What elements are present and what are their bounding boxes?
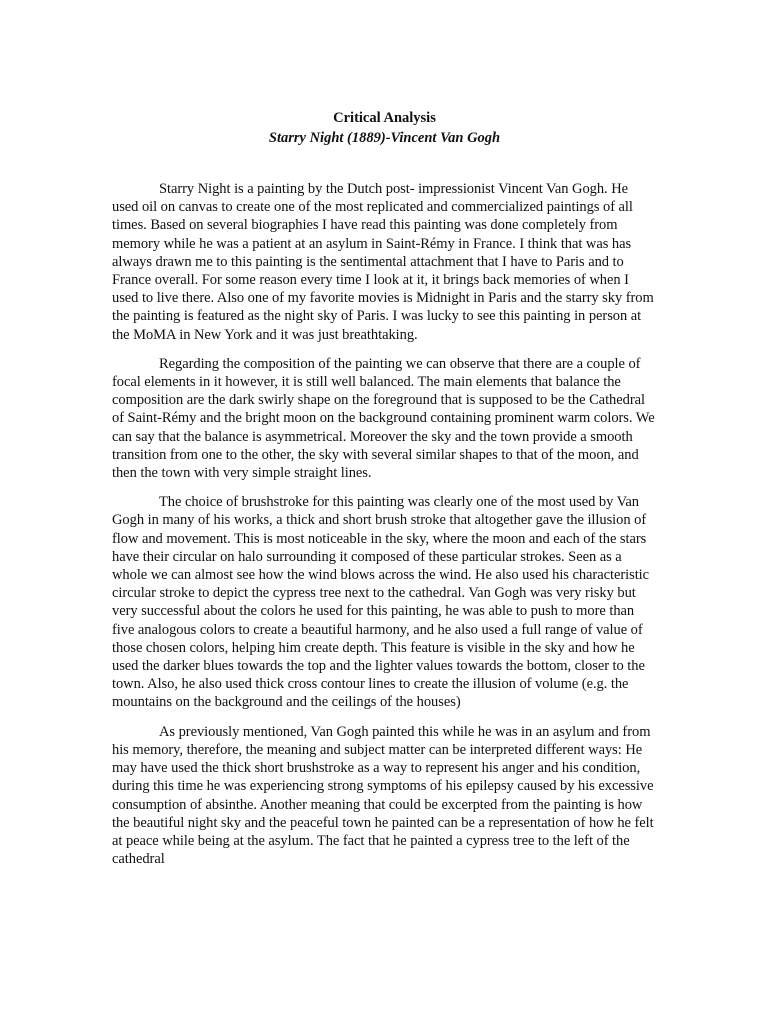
document-page	[112, 108, 657, 868]
paragraph-intro: Starry Night is a painting by the Dutch post- impressionist Vincent Van Gogh. He used oil on canvas to create one of the most replicated and commercialized paintings of all times. Based on several biographies I have read this painting was done completely from memory while he was a patient at an asylum in Saint-Rémy in France. I think that was has always drawn me to this painting is the sentimental attachment that I have to Paris and to France overall. For some reason every time I look at it, it brings back memories of when I used to live there. Also one of my favorite movies is Midnight in Paris and the starry sky from the painting is featured as the night sky of Paris. I was lucky to see this painting in person at the MoMA in New York and it was just breathtaking.	[112, 181, 654, 343]
document-subtitle: Starry Night (1889)-Vincent Van Gogh	[268, 130, 501, 146]
paragraph-meaning: As previously mentioned, Van Gogh painted this while he was in an asylum and from his memory, therefore, the meaning and subject matter can be interpreted different ways: He may have used the thick short brushstroke as a way to represent his anger and his condition, during this time he was experiencing strong symptoms of his epilepsy caused by his excessive consumption of absinthe. Another meaning that could be excerpted from the painting is how the beautiful night sky and the peaceful town he painted can be a representation of how he felt at peace while being at the asylum. The fact that he painted a cypress tree to the left of the cathedral	[112, 723, 654, 868]
paragraph-composition: Regarding the composition of the painting we can observe that there are a couple of focal elements in it however, it is still well balanced. The main elements that balance the composition are the dark swirly shape on the foreground that is supposed to be the Cathedral of Saint-Rémy and the bright moon on the background containing prominent warm colors. We can say that the balance is asymmetrical. Moreover the sky and the town provide a smooth transition from one to the other, the sky with several similar shapes to that of the moon, and then the town with very simple straight lines.	[112, 355, 655, 482]
document-title: Critical Analysis	[333, 110, 436, 126]
paragraph-brushstroke: The choice of brushstroke for this painting was clearly one of the most used by Van Gogh in many of his works, a thick and short brush stroke that altogether gave the illusion of flow and movement. This is most noticeable in the sky, where the moon and each of the stars have their circular on halo surrounding it composed of these particular strokes. Seen as a whole we can almost see how the wind blows across the wind. He also used his characteristic circular stroke to depict the cypress tree next to the cathedral. Van Gogh was very risky but very successful about the colors he used for this painting, he was able to push to more than five analogous colors to create a beautiful harmony, and he also used a full range of value of those chosen colors, helping him create depth. This feature is visible in the sky and how he used the darker blues towards the top and the lighter values towards the bottom, closer to the town. Also, he also used thick cross contour lines to create the illusion of volume (e.g. the mountains on the background and the ceilings of the houses)	[112, 494, 650, 711]
